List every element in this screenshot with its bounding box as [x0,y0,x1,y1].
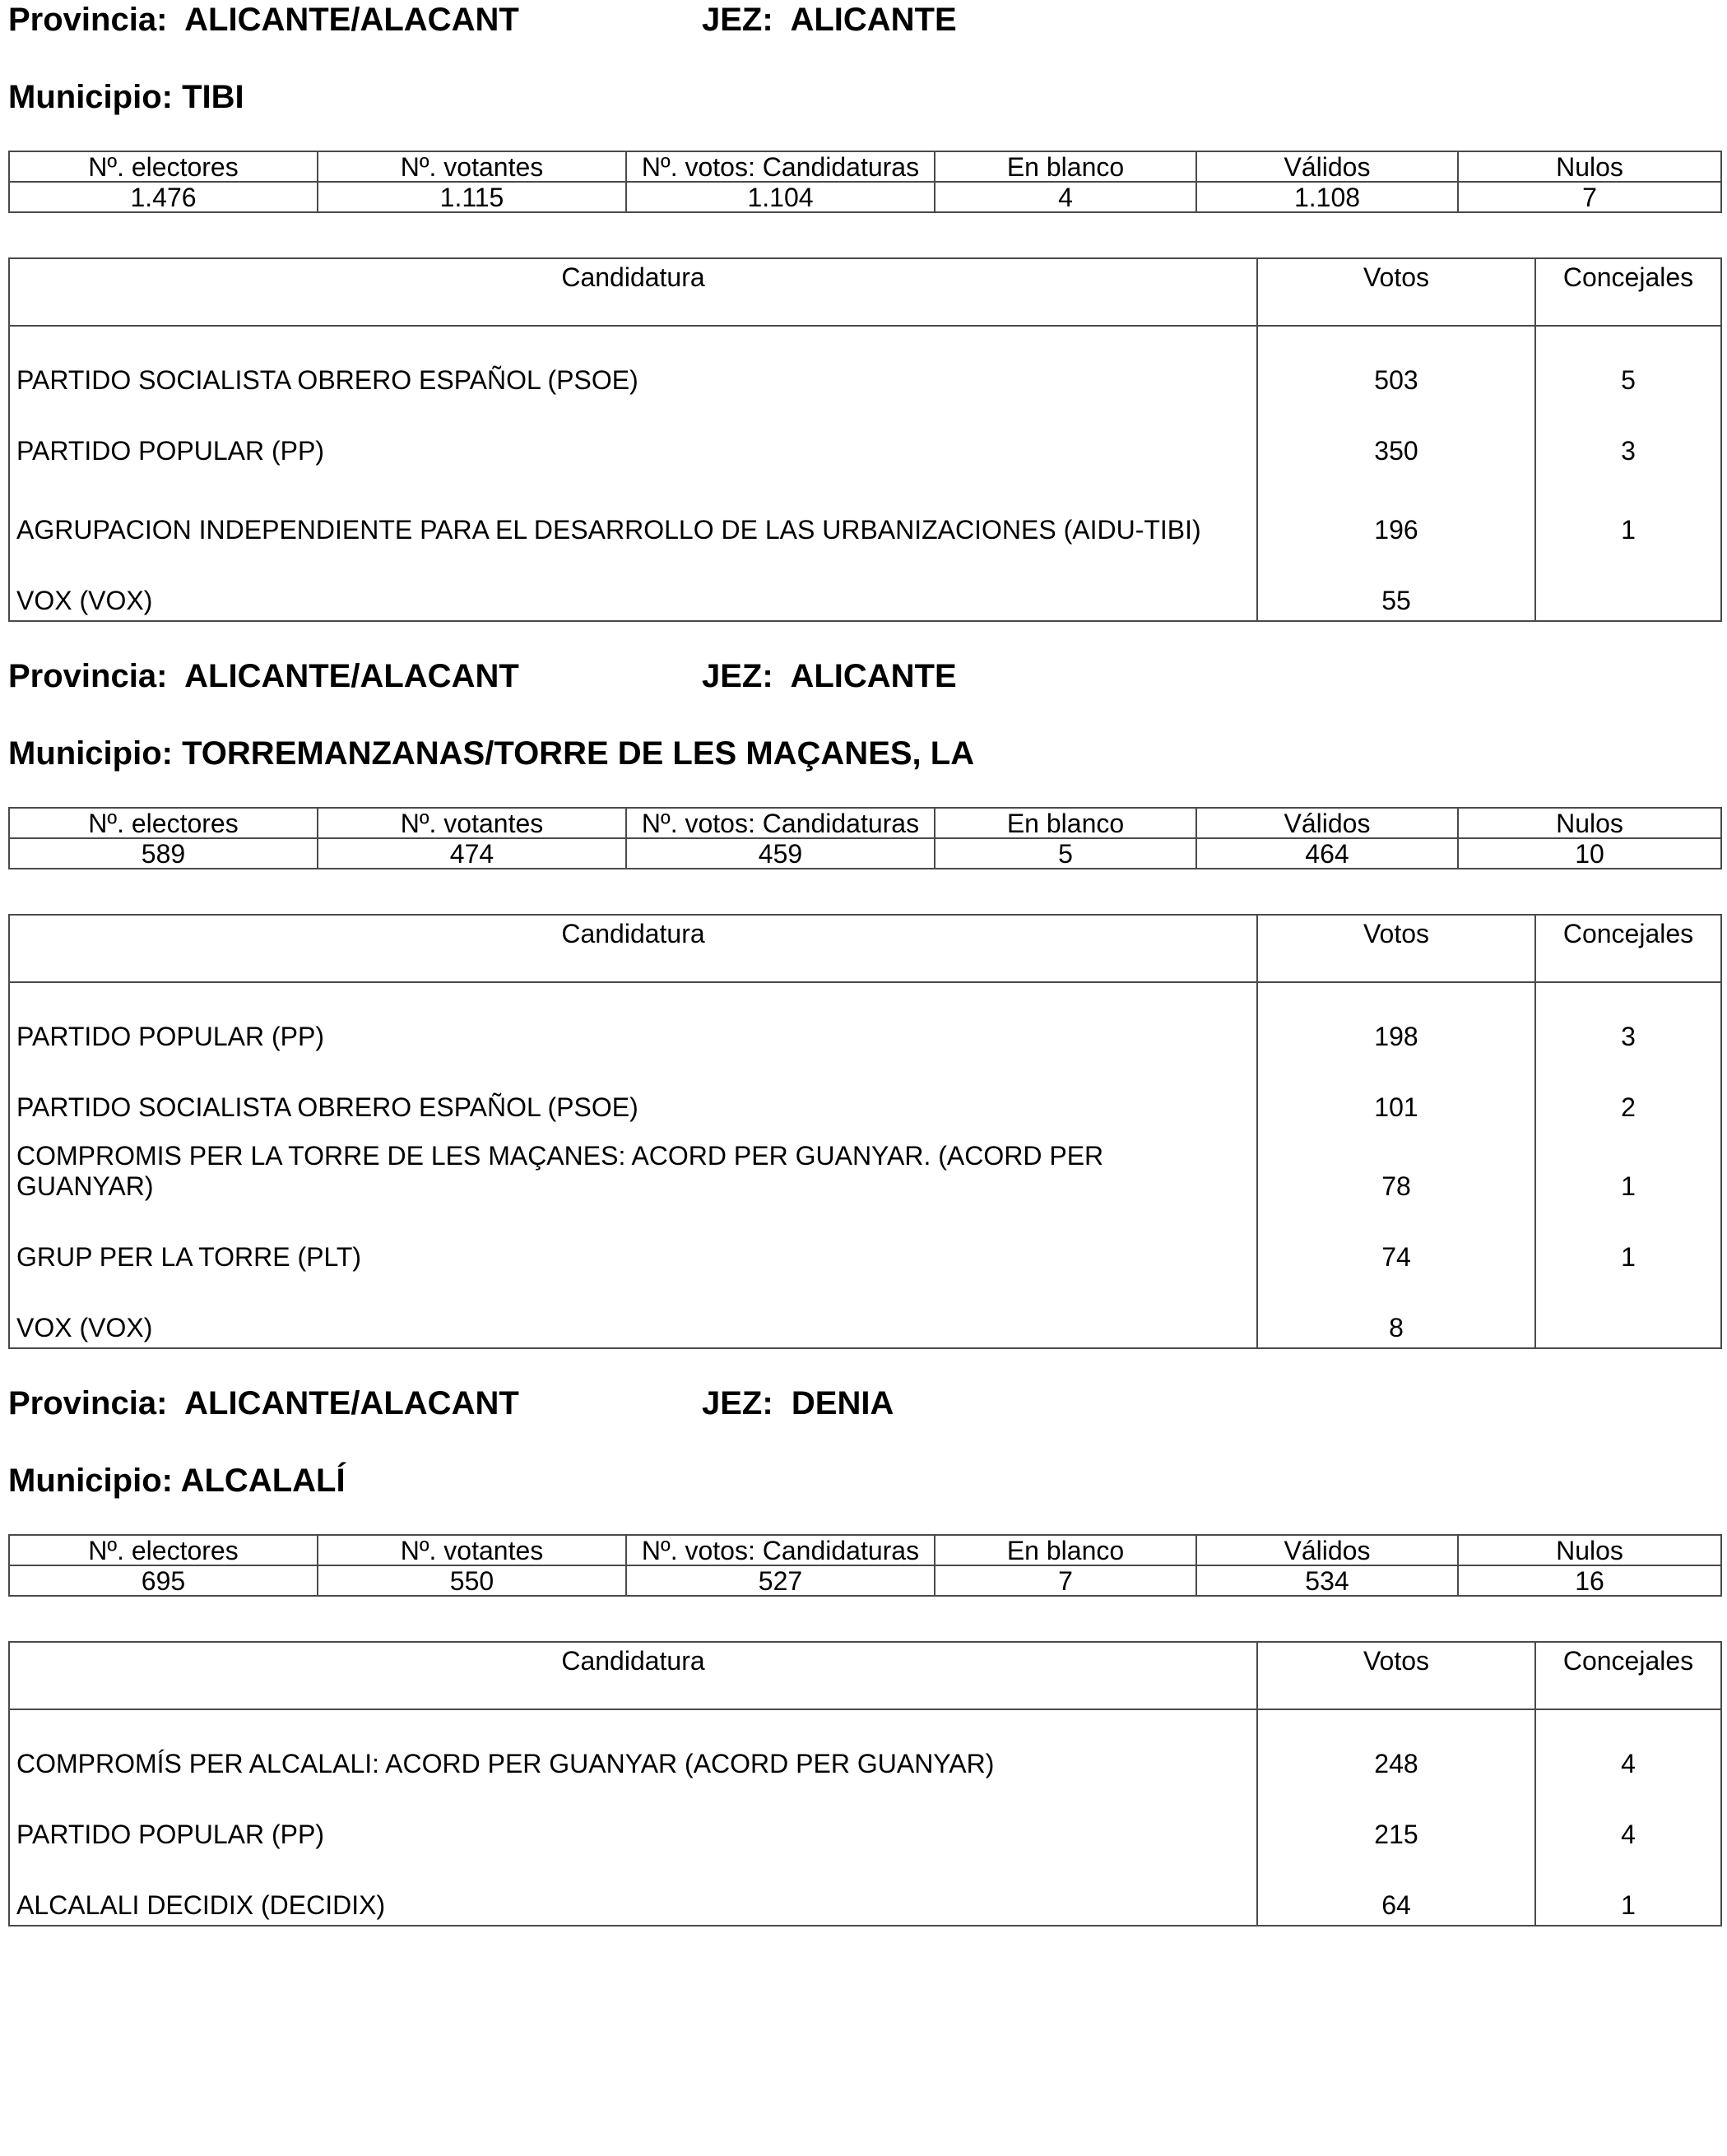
table-row [9,549,1721,621]
summary-votos-candidaturas: 459 [626,838,935,869]
results-header-row [9,915,1721,982]
candidatura-votos: 196 [1257,471,1535,549]
provincia-heading [8,0,519,39]
candidatura-name: AGRUPACION INDEPENDIENTE PARA EL DESARROLLO DE LAS URBANIZACIONES (AIDU-TIBI) [9,471,1257,549]
table-row [9,1277,1721,1348]
candidatura-concejales: 1 [1535,471,1721,549]
candidatura-votos: 8 [1257,1277,1535,1348]
candidatura-concejales: 1 [1535,1127,1721,1206]
jez-label: JEZ: [702,2,773,38]
results-header-row [9,1642,1721,1709]
candidatura-votos: 55 [1257,549,1535,621]
table-row [9,1206,1721,1277]
summary-header-validos: Válidos [1196,151,1458,182]
results-header-concejales: Concejales [1535,258,1721,326]
provincia-heading [8,656,519,696]
jez-value: ALICANTE [790,2,957,38]
summary-electores: 1.476 [9,182,318,212]
candidatura-name: ALCALALI DECIDIX (DECIDIX) [9,1854,1257,1926]
candidatura-votos: 78 [1257,1127,1535,1206]
candidatura-name: PARTIDO POPULAR (PP) [9,1783,1257,1854]
municipio-heading [8,1461,346,1500]
jez-value: ALICANTE [790,658,957,694]
summary-header-votantes: Nº. votantes [318,151,626,182]
provincia-label: Provincia: [8,1385,168,1421]
summary-header-votantes: Nº. votantes [318,808,626,838]
candidatura-name: VOX (VOX) [9,549,1257,621]
candidatura-concejales: 5 [1535,326,1721,400]
summary-header-en-blanco: En blanco [935,808,1196,838]
candidatura-concejales [1535,1277,1721,1348]
summary-table [8,151,1722,213]
jez-label: JEZ: [702,1385,773,1421]
candidatura-name: COMPROMÍS PER ALCALALI: ACORD PER GUANYAR (ACORD PER GUANYAR) [9,1709,1257,1783]
jez-value: DENIA [791,1385,894,1421]
table-row [9,1056,1721,1127]
municipio-heading [8,77,244,117]
summary-header-electores: Nº. electores [9,808,318,838]
table-row [9,982,1721,1056]
summary-votantes: 550 [318,1565,626,1596]
provincia-value: ALICANTE/ALACANT [184,658,519,694]
summary-header-validos: Válidos [1196,1535,1458,1565]
municipio-heading [8,734,974,773]
table-row [9,471,1721,549]
candidatura-votos: 503 [1257,326,1535,400]
candidatura-votos: 64 [1257,1854,1535,1926]
results-table [8,1641,1722,1926]
results-header-candidatura: Candidatura [9,1642,1257,1709]
summary-votos-candidaturas: 527 [626,1565,935,1596]
summary-header-nulos: Nulos [1458,808,1721,838]
candidatura-votos: 74 [1257,1206,1535,1277]
summary-header-electores: Nº. electores [9,1535,318,1565]
candidatura-name: VOX (VOX) [9,1277,1257,1348]
candidatura-concejales: 1 [1535,1854,1721,1926]
section-tibi [8,0,1720,616]
candidatura-name: PARTIDO SOCIALISTA OBRERO ESPAÑOL (PSOE) [9,326,1257,400]
candidatura-name: GRUP PER LA TORRE (PLT) [9,1206,1257,1277]
municipio-value: TIBI [182,79,244,115]
summary-header-votantes: Nº. votantes [318,1535,626,1565]
summary-nulos: 16 [1458,1565,1721,1596]
candidatura-votos: 215 [1257,1783,1535,1854]
summary-header-row [9,151,1721,182]
summary-en-blanco: 5 [935,838,1196,869]
municipio-label: Municipio: [8,79,173,115]
results-header-candidatura: Candidatura [9,915,1257,982]
summary-votos-candidaturas: 1.104 [626,182,935,212]
summary-header-en-blanco: En blanco [935,1535,1196,1565]
results-table [8,257,1722,622]
provincia-label: Provincia: [8,658,168,694]
jez-heading [702,1384,894,1423]
candidatura-concejales: 2 [1535,1056,1721,1127]
results-header-candidatura: Candidatura [9,258,1257,326]
candidatura-votos: 101 [1257,1056,1535,1127]
results-header-concejales: Concejales [1535,915,1721,982]
summary-header-nulos: Nulos [1458,151,1721,182]
summary-nulos: 7 [1458,182,1721,212]
summary-validos: 534 [1196,1565,1458,1596]
summary-value-row [9,838,1721,869]
summary-header-nulos: Nulos [1458,1535,1721,1565]
table-row [9,400,1721,471]
jez-label: JEZ: [702,658,773,694]
section-torremanzanas [8,656,1720,1343]
summary-header-electores: Nº. electores [9,151,318,182]
summary-value-row [9,1565,1721,1596]
summary-header-validos: Válidos [1196,808,1458,838]
results-header-row [9,258,1721,326]
table-row [9,1127,1721,1206]
summary-header-en-blanco: En blanco [935,151,1196,182]
section-alcalali [8,1384,1720,1926]
summary-header-votos-candidaturas: Nº. votos: Candidaturas [626,1535,935,1565]
summary-votantes: 474 [318,838,626,869]
candidatura-concejales: 4 [1535,1709,1721,1783]
jez-heading [702,656,957,696]
summary-header-votos-candidaturas: Nº. votos: Candidaturas [626,151,935,182]
summary-electores: 695 [9,1565,318,1596]
candidatura-name: PARTIDO POPULAR (PP) [9,400,1257,471]
summary-electores: 589 [9,838,318,869]
summary-en-blanco: 7 [935,1565,1196,1596]
provincia-label: Provincia: [8,2,168,38]
candidatura-name: COMPROMIS PER LA TORRE DE LES MAÇANES: ACORD PER GUANYAR. (ACORD PER GUANYAR) [9,1127,1257,1206]
candidatura-concejales: 3 [1535,982,1721,1056]
candidatura-name: PARTIDO SOCIALISTA OBRERO ESPAÑOL (PSOE) [9,1056,1257,1127]
candidatura-votos: 248 [1257,1709,1535,1783]
results-header-votos: Votos [1257,915,1535,982]
summary-validos: 464 [1196,838,1458,869]
summary-table [8,1534,1722,1597]
candidatura-name: PARTIDO POPULAR (PP) [9,982,1257,1056]
results-header-votos: Votos [1257,1642,1535,1709]
provincia-heading [8,1384,519,1423]
summary-votantes: 1.115 [318,182,626,212]
table-row [9,1709,1721,1783]
municipio-value: ALCALALÍ [180,1463,346,1499]
results-header-votos: Votos [1257,258,1535,326]
jez-heading [702,0,957,39]
table-row [9,326,1721,400]
provincia-value: ALICANTE/ALACANT [184,1385,519,1421]
candidatura-votos: 198 [1257,982,1535,1056]
municipio-label: Municipio: [8,735,173,772]
table-row [9,1854,1721,1926]
candidatura-concejales [1535,549,1721,621]
municipio-label: Municipio: [8,1463,173,1499]
summary-header-row [9,1535,1721,1565]
summary-header-votos-candidaturas: Nº. votos: Candidaturas [626,808,935,838]
provincia-value: ALICANTE/ALACANT [184,2,519,38]
results-header-concejales: Concejales [1535,1642,1721,1709]
results-table [8,914,1722,1349]
municipio-value: TORREMANZANAS/TORRE DE LES MAÇANES, LA [182,735,975,772]
summary-nulos: 10 [1458,838,1721,869]
summary-header-row [9,808,1721,838]
candidatura-concejales: 1 [1535,1206,1721,1277]
candidatura-concejales: 4 [1535,1783,1721,1854]
candidatura-concejales: 3 [1535,400,1721,471]
summary-table [8,807,1722,869]
candidatura-votos: 350 [1257,400,1535,471]
table-row [9,1783,1721,1854]
summary-en-blanco: 4 [935,182,1196,212]
summary-validos: 1.108 [1196,182,1458,212]
summary-value-row [9,182,1721,212]
